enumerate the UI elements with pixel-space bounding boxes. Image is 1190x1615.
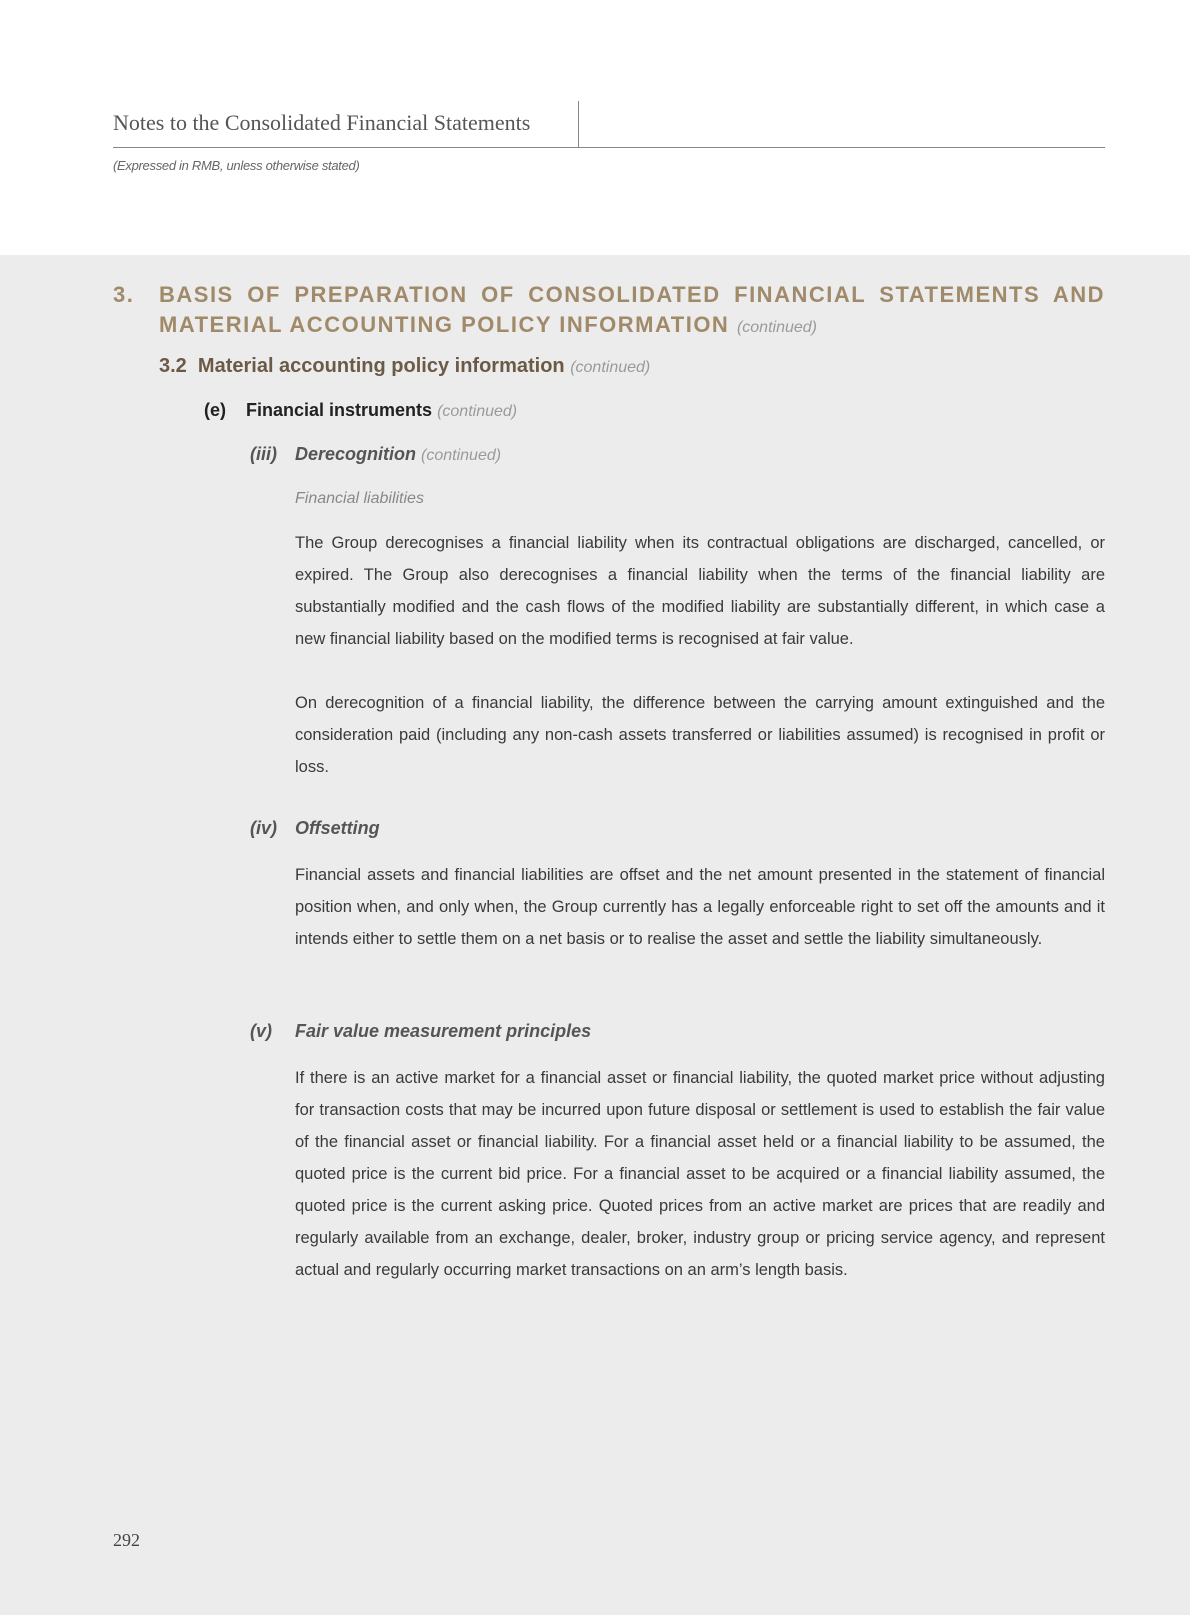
item-heading [204, 400, 517, 421]
continued-label: (continued) [437, 403, 518, 420]
heading-title: Offsetting [295, 818, 380, 838]
item-title: Financial instruments [246, 400, 433, 420]
heading-title: Fair value measurement principles [295, 1021, 592, 1041]
header-divider-vertical [578, 101, 579, 147]
heading-label: (iv) [250, 818, 277, 838]
subsection-title: 3.2 Material accounting policy information [159, 355, 565, 377]
section-title: BASIS OF PREPARATION OF CONSOLIDATED FINANCIAL STATEMENTS AND MATERIAL ACCOUNTING POLICY INFORMATION [159, 282, 1105, 337]
page-header [0, 0, 1190, 255]
fair-value-paragraph: If there is an active market for a financial asset or financial liability, the quoted market price without adjusting for transaction costs that may be incurred upon future disposal or settlement is used to establish the fair value of the financial asset or financial liability. For a financial asset held or a financial liability to be assumed, the quoted price is the current bid price. For a financial asset to be acquired or a financial liability assumed, the quoted price is the current asking price. Quoted prices from an active market are prices that are readily and regularly available from an exchange, dealer, broker, industry group or pricing service agency, and represent actual and regularly occurring market transactions on an arm’s length basis. [295, 1069, 1105, 1279]
derecognition-paragraph-1: The Group derecognises a financial liability when its contractual obligations are discharged, cancelled, or expired. The Group also derecognises a financial liability when the terms of the financial liability are substantially modified and the cash flows of the modified liability are substantially different, in which case a new financial liability based on the modified terms is recognised at fair value. [295, 534, 1105, 648]
offsetting-paragraph: Financial assets and financial liabilities are offset and the net amount presented in the statement of financial position when, and only when, the Group currently has a legally enforceable right to set off the amounts and it intends either to settle them on a net basis or to realise the asset and settle the liability simultaneously. [295, 866, 1105, 948]
section-heading [113, 280, 1105, 343]
fair-value-heading [250, 1021, 591, 1042]
derecognition-paragraph-2: On derecognition of a financial liability, the difference between the carrying amount extinguished and the consideration paid (including any non-cash assets transferred or liabilities assumed) is recognised in profit or loss. [295, 694, 1105, 776]
financial-liabilities-subheading: Financial liabilities [295, 490, 424, 507]
header-rule [113, 147, 1105, 148]
continued-label: (continued) [736, 319, 817, 336]
item-label: (e) [204, 400, 226, 420]
heading-label: (v) [250, 1021, 272, 1041]
continued-label: (continued) [570, 359, 651, 376]
page-number: 292 [113, 1530, 140, 1550]
subsection-heading [159, 355, 650, 378]
offsetting-heading [250, 818, 380, 839]
heading-title: Derecognition [295, 444, 417, 464]
heading-label: (iii) [250, 444, 277, 464]
continued-label: (continued) [421, 447, 502, 464]
derecognition-heading [250, 444, 501, 465]
section-number: 3. [113, 282, 135, 307]
running-header-title: Notes to the Consolidated Financial Statements [113, 110, 531, 135]
header-subtitle: (Expressed in RMB, unless otherwise stated) [113, 158, 360, 173]
